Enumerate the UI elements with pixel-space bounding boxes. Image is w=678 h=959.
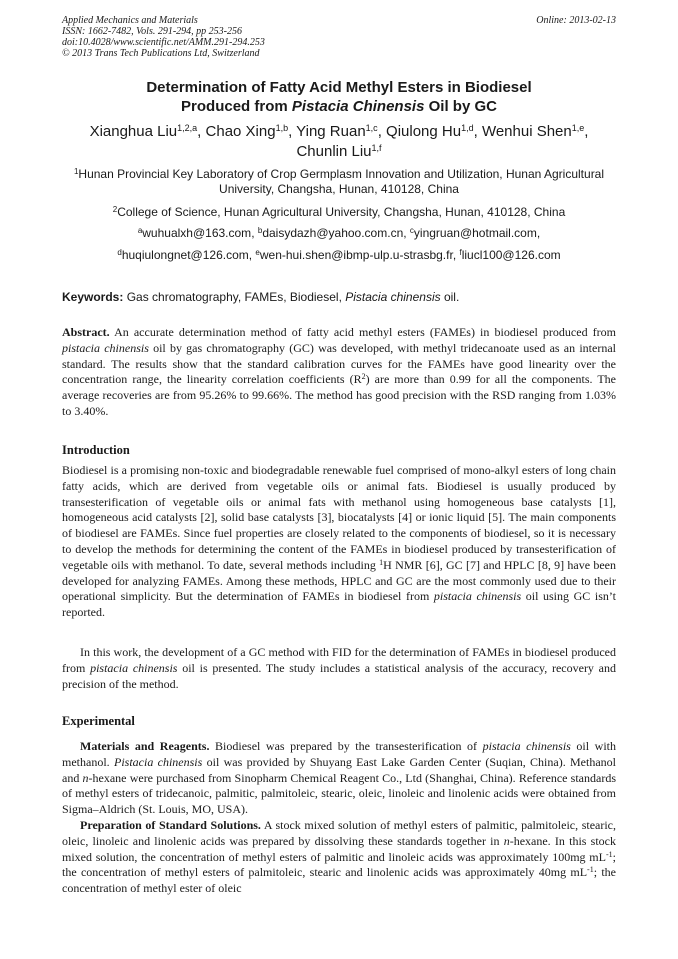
author: Chao Xing$^{1,b}$, <box>205 123 297 140</box>
standard-solutions-paragraph: Preparation of Standard Solutions. A stock mixed solution of methyl esters of palmitic, palmitoleic, stearic, oleic, linoleic and linolenic acids was prepared by dissolving these standards together in n-hexane. In this stock mixed solution, the concentration of methyl esters of palmitic and linoleic acids was approximately 100mg $mL^{-1}$; the concentration of methyl esters of palmitoleic, stearic and linolenic acids was approximately 40mg $mL^{-1}$; the concentration of methyl ester of oleic <box>62 818 617 896</box>
author: Xianghua Liu$^{1,2,a}$, <box>89 123 206 140</box>
section-heading-experimental: Experimental <box>62 714 135 728</box>
subsection-label: Preparation of Standard Solutions. <box>80 818 261 832</box>
keywords-label: Keywords: <box>62 290 124 304</box>
introduction-paragraph-1: Biodiesel is a promising non-toxic and biodegradable renewable fuel comprised of mono-alkyl esters of long chain fatty acids, which are derived from vegetable oils or animal fats. Biodiesel is usually produced by transesterification of vegetable oils or animal fats with methanol using homogeneous base catalysts [1], homogeneous acid catalysts [2], solid base catalysts [3], biocatalysts [4] or ionic liquid [5]. The main components of biodiesel are FAMEs. Since fuel properties are closely related to the components of biodiesel, so it is necessary to develop the methods for determining the content of the FAMEs in biodiesel produced by transesterification of vegetable oils with methanol. To date, several methods including $^1$H NMR [6], GC [7] and HPLC [8, 9] have been developed for analyzing FAMEs. Among these methods, HPLC and GC are the most commonly used due to their operational simplicity. But the determination of FAMEs in biodiesel from pistacia chinensis oil using GC isn’t reported. <box>62 463 616 620</box>
copyright-line: © 2013 Trans Tech Publications Ltd, Switzerland <box>62 48 260 59</box>
author-list <box>62 122 616 162</box>
email-address[interactable]: $^f$liucl100@126.com <box>459 248 561 262</box>
issn-line: ISSN: 1662-7482, Vols. 291-294, pp 253-256 <box>62 26 242 37</box>
author: Qiulong Hu$^{1,d}$, <box>386 123 482 140</box>
paper-title <box>62 78 616 116</box>
email-address[interactable]: $^b$daisydazh@yahoo.com.cn <box>257 226 404 240</box>
title-italic: Pistacia Chinensis <box>291 98 425 115</box>
section-heading-introduction: Introduction <box>62 443 130 457</box>
doi-line: doi:10.4028/www.scientific.net/AMM.291-294.253 <box>62 37 265 48</box>
email-address[interactable]: $^a$wuhualxh@163.com <box>137 226 252 240</box>
affiliation-2: $^2$College of Science, Hunan Agricultural University, Changsha, Hunan, 410128, China <box>112 205 566 219</box>
title-text: Produced from <box>181 98 292 115</box>
email-line-2: $^d$huqiulongnet@126.com, $^e$wen-hui.shen@ibmp-ulp.u-strasbg.fr, $^f$liucl100@126.com <box>117 248 561 262</box>
email-line-1: $^a$wuhualxh@163.com, $^b$daisydazh@yahoo.com.cn, $^c$yingruan@hotmail.com, <box>137 226 541 240</box>
subsection-label: Materials and Reagents. <box>80 739 210 753</box>
email-address[interactable]: $^d$huqiulongnet@126.com <box>117 248 249 262</box>
abstract: Abstract. An accurate determination method of fatty acid methyl esters (FAMEs) in biodiesel produced from pistacia chinensis oil by gas chromatography (GC) was developed, with methyl tridecanoate used as an internal standard. The results show that the standard calibration curves for the FAMEs have good linearity over the concentration range, the linearity correlation coefficients $(R^2)$ are more than 0.99 for all the components. The average recoveries are from 95.26% to 99.66%. The method has good precision with the RSD ranging from 1.03% to 3.40%. <box>62 325 616 418</box>
abstract-label: Abstract. <box>62 325 110 339</box>
author: Ying Ruan$^{1,c}$, <box>296 123 387 140</box>
journal-header <box>62 15 265 59</box>
author: Wenhui Shen$^{1,e}$, <box>481 123 589 140</box>
email-address[interactable]: $^c$yingruan@hotmail.com <box>409 226 537 240</box>
title-line-1: Determination of Fatty Acid Methyl Esters in Biodiesel <box>146 79 532 96</box>
materials-paragraph: Materials and Reagents. Biodiesel was prepared by the transesterification of pistacia chinensis oil with methanol. Pistacia chinensis oil was provided by Shuyang East Lake Garden Center (Suqian, China). Methanol and n-hexane were purchased from Sinopharm Chemical Reagent Co., Ltd (Shanghai, China). Reference standards of methyl esters of tridecanoic, palmitic, palmitoleic, stearic, oleic, linoleic and linolenic acids were obtained from Sigma–Aldrich (St. Louis, MO, USA). <box>62 739 616 817</box>
introduction-paragraph-2: In this work, the development of a GC method with FID for the determination of FAMEs in biodiesel produced from pistacia chinensis oil is presented. The study includes a statistical analysis of the accuracy, recovery and precision of the method. <box>62 645 616 691</box>
title-text: Oil by GC <box>424 98 497 115</box>
title-line-2 <box>62 97 616 116</box>
author: Chunlin Liu$^{1,f}$ <box>296 143 382 160</box>
online-date: Online: 2013-02-13 <box>536 15 616 26</box>
affiliation-1: $^1$Hunan Provincial Key Laboratory of Crop Germplasm Innovation and Utilization, Hunan Agricultural University, Changsha, Hunan, 410128, China <box>73 167 605 196</box>
keywords: Keywords: Gas chromatography, FAMEs, Biodiesel, Pistacia chinensis oil. <box>62 290 460 304</box>
journal-name: Applied Mechanics and Materials <box>62 15 198 26</box>
email-address[interactable]: $^e$wen-hui.shen@ibmp-ulp.u-strasbg.fr <box>255 248 453 262</box>
